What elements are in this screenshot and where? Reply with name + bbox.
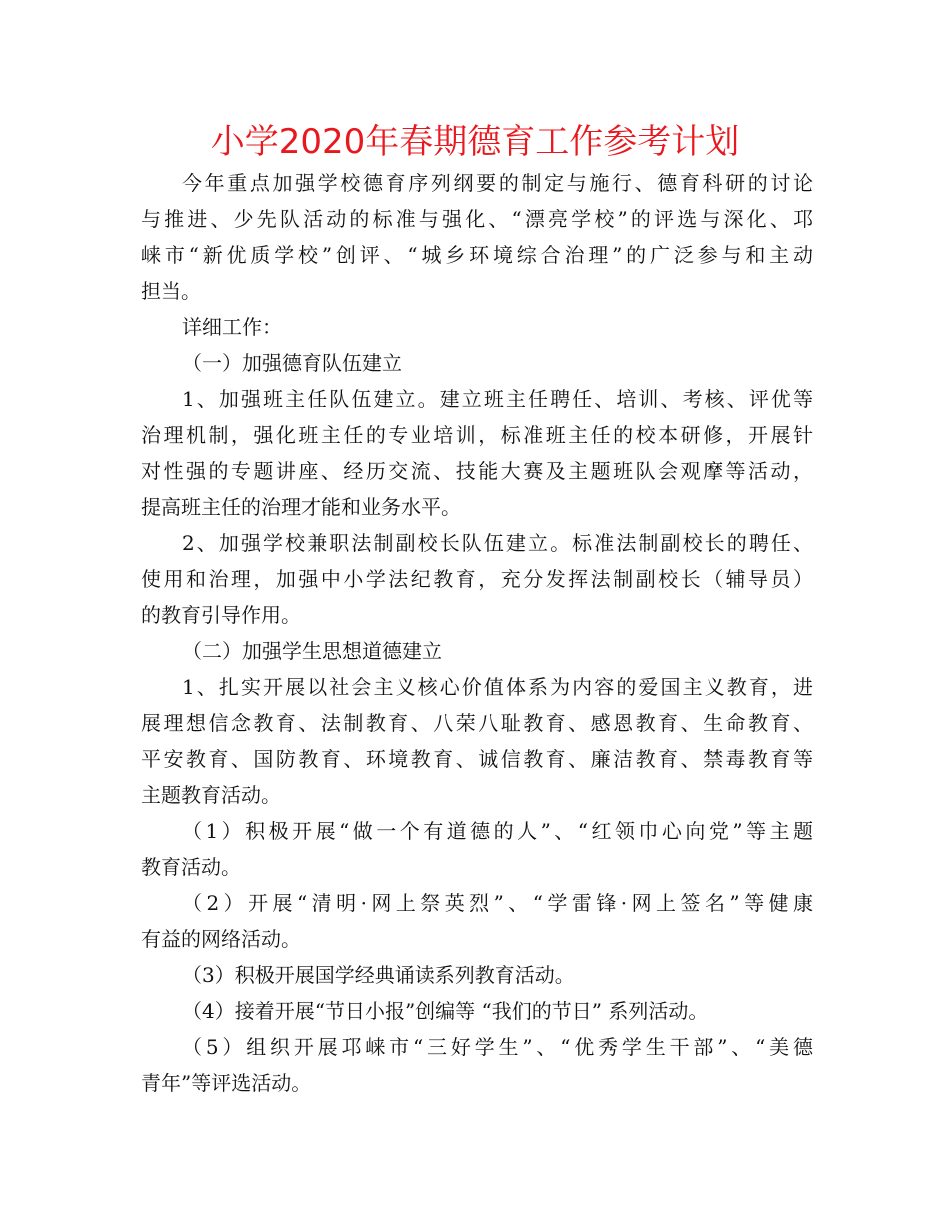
paragraph-details-heading [141,309,813,345]
text-line: （3）积极开展国学经典诵读系列教育活动。 [182,963,575,987]
text-line: 的教育引导作用。 [141,603,301,627]
paragraph-section-2-item-1 [141,669,813,813]
text-line: 2、加强学校兼职法制副校长队伍建立。标准法制副校长的聘任、 [182,531,813,555]
text-line: 今年重点加强学校德育序列纲要的制定与施行、德育科研的讨论 [182,171,813,195]
text-line: 提高班主任的治理才能和业务水平。 [141,495,461,519]
text-line: （二）加强学生思想道德建立 [182,639,442,663]
text-line: 主题教育活动。 [141,783,281,807]
text-line: 与推进、少先队活动的标准与强化、“漂亮学校”的评选与深化、邛 [141,207,813,231]
text-line: 治理机制，强化班主任的专业培训，标准班主任的校本研修，开展针 [141,423,813,447]
text-line: （2）开展“清明·网上祭英烈”、“学雷锋·网上签名”等健康 [182,891,813,915]
text-line: 崃市“新优质学校”创评、“城乡环境综合治理”的广泛参与和主动 [141,243,813,267]
paragraph-section-2-heading [141,633,813,669]
paragraph-sub-item-5 [141,1029,813,1101]
text-line: （5）组织开展邛崃市“三好学生”、“优秀学生干部”、“美德 [182,1035,813,1059]
paragraph-section-1-heading [141,345,813,381]
text-line: 对性强的专题讲座、经历交流、技能大赛及主题班队会观摩等活动， [141,459,813,483]
text-line: （4）接着开展“节日小报”创编等 “我们的节日” 系列活动。 [182,999,709,1023]
text-line: 1、扎实开展以社会主义核心价值体系为内容的爱国主义教育，进 [182,675,813,699]
text-line: 使用和治理，加强中小学法纪教育，充分发挥法制副校长（辅导员） [141,567,813,591]
text-line: 教育活动。 [141,855,241,879]
document-title: 小学2020年春期德育工作参考计划 [210,122,740,162]
text-line: （1）积极开展“做一个有道德的人”、“红领巾心向党”等主题 [182,819,813,843]
text-line: 1、加强班主任队伍建立。建立班主任聘任、培训、考核、评优等 [182,387,813,411]
paragraph-section-1-item-1 [141,381,813,525]
text-line: 担当。 [141,279,201,303]
paragraph-sub-item-2 [141,885,813,957]
text-line: 青年”等评选活动。 [141,1071,312,1095]
paragraph-sub-item-1 [141,813,813,885]
document-body [141,165,813,1101]
text-line: 展理想信念教育、法制教育、八荣八耻教育、感恩教育、生命教育、 [141,711,813,735]
text-line: 有益的网络活动。 [141,927,301,951]
paragraph-intro [141,165,813,309]
paragraph-section-1-item-2 [141,525,813,633]
paragraph-sub-item-4 [141,993,813,1029]
text-line: 平安教育、国防教育、环境教育、诚信教育、廉洁教育、禁毒教育等 [141,747,813,771]
text-line: 详细工作： [182,315,282,339]
text-line: （一）加强德育队伍建立 [182,351,402,375]
paragraph-sub-item-3 [141,957,813,993]
